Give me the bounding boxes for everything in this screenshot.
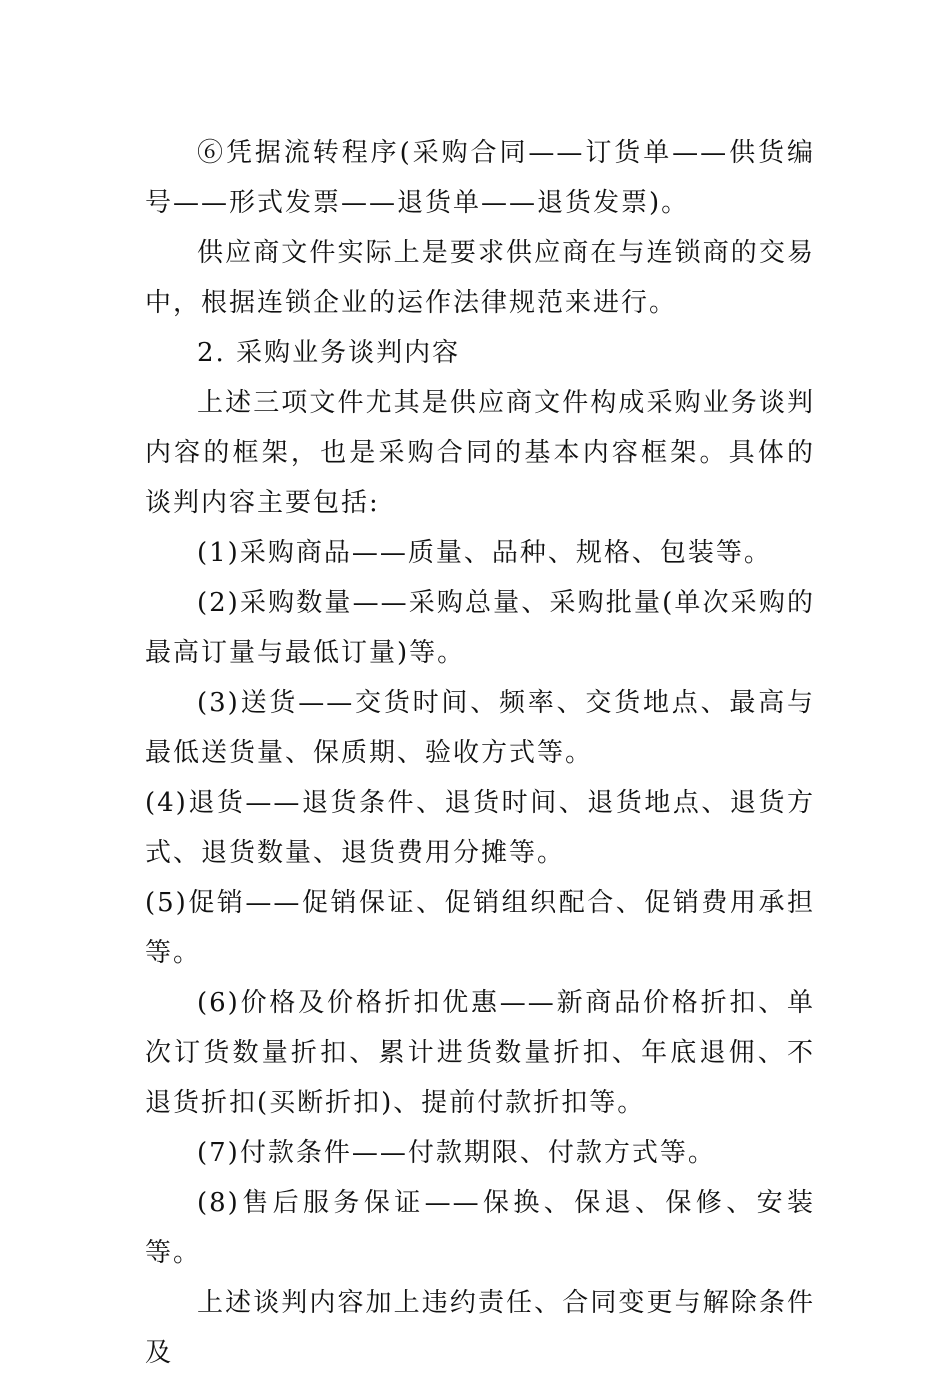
section-heading-negotiation-content: 2. 采购业务谈判内容 <box>197 338 461 368</box>
paragraph-negotiation-framework: 上述三项文件尤其是供应商文件构成采购业务谈判内容的框架，也是采购合同的基本内容框架。具体的谈判内容主要包括: <box>145 388 815 518</box>
paragraph-closing: 上述谈判内容加上违约责任、合同变更与解除条件及 <box>145 1288 815 1368</box>
list-item-promotion: (5)促销——促销保证、促销组织配合、促销费用承担等。 <box>145 888 815 968</box>
list-item-price-discounts: (6)价格及价格折扣优惠——新商品价格折扣、单次订货数量折扣、累计进货数量折扣、年底退佣、不退货折扣(买断折扣)、提前付款折扣等。 <box>145 988 815 1118</box>
document-body <box>145 128 815 1378</box>
paragraph-supplier-documents: 供应商文件实际上是要求供应商在与连锁商的交易中，根据连锁企业的运作法律规范来进行。 <box>145 238 815 318</box>
list-item-purchased-goods: (1)采购商品——质量、品种、规格、包装等。 <box>197 538 772 568</box>
paragraph-voucher-flow: ⑥凭据流转程序(采购合同——订货单——供货编号——形式发票——退货单——退货发票)。 <box>145 138 815 218</box>
list-item-purchase-quantity: (2)采购数量——采购总量、采购批量(单次采购的最高订量与最低订量)等。 <box>145 588 815 668</box>
list-item-delivery: (3)送货——交货时间、频率、交货地点、最高与最低送货量、保质期、验收方式等。 <box>145 688 815 768</box>
list-item-after-sales: (8)售后服务保证——保换、保退、保修、安装等。 <box>145 1188 815 1268</box>
list-item-payment-terms: (7)付款条件——付款期限、付款方式等。 <box>197 1138 716 1168</box>
list-item-returns: (4)退货——退货条件、退货时间、退货地点、退货方式、退货数量、退货费用分摊等。 <box>145 788 815 868</box>
